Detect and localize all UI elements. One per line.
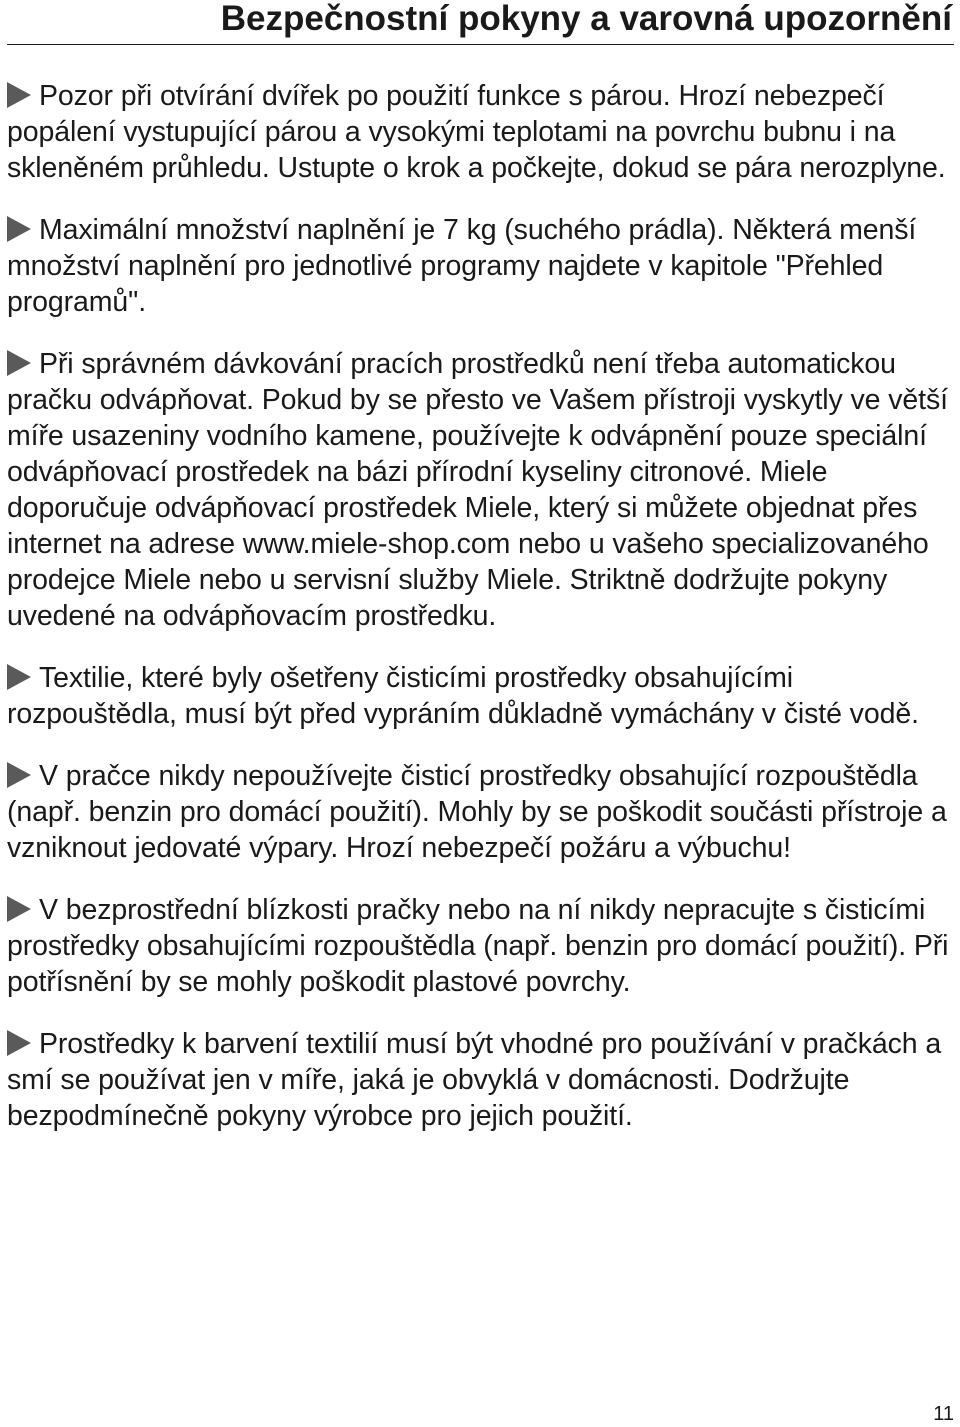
list-item-text: V bezprostřední blízkosti pračky nebo na ní nikdy nepracujte s čisticími prostředky obsahujícími rozpouštědla (např. benzin pro domácí použití). Při potřísnění by se mohly poškodit plastové povrchy. [7, 894, 949, 998]
triangle-right-icon [7, 216, 31, 242]
list-item-text: Pozor při otvírání dvířek po použití funkce s párou. Hrozí nebezpečí popálení vystupující párou a vysokými teplotami na povrchu bubnu i na skleněném průhledu. Ustupte o krok a počkejte, dokud se pára nerozplyne. [7, 80, 946, 184]
list-item-text: V pračce nikdy nepoužívejte čisticí prostředky obsahující rozpouštědla (např. benzin pro domácí použití). Mohly by se poškodit součásti přístroje a vzniknout jedovaté výpary. Hrozí nebezpečí požáru a výbuchu! [7, 760, 947, 864]
list-item-text: Maximální množství naplnění je 7 kg (suchého prádla). Některá menší množství naplnění pro jednotlivé programy najdete v kapitole "Přehled programů". [7, 214, 917, 318]
list-item [7, 346, 953, 634]
triangle-right-icon [7, 350, 31, 376]
list-item-text: Prostředky k barvení textilií musí být vhodné pro používání v pračkách a smí se používat jen v míře, jaká je obvyklá v domácnosti. Dodržujte bezpodmínečně pokyny výrobce pro jejich použití. [7, 1028, 942, 1132]
triangle-right-icon [7, 896, 31, 922]
triangle-right-icon [7, 1030, 31, 1056]
list-item [7, 78, 953, 186]
triangle-right-icon [7, 82, 31, 108]
triangle-right-icon [7, 664, 31, 690]
list-item-text: Textilie, které byly ošetřeny čisticími prostředky obsahujícími rozpouštědla, musí být před vypráním důkladně vymáchány v čisté vodě. [7, 662, 919, 730]
list-item [7, 758, 953, 866]
list-item [7, 660, 953, 732]
list-item-text: Při správném dávkování pracích prostředků není třeba automatickou pračku odvápňovat. Pokud by se přesto ve Vašem přístroji vyskytly ve větší míře usazeniny vodního kamene, používejte k odvápnění pouze speciální odvápňovací prostředek na bázi přírodní kyseliny citronové. Miele doporučuje odvápňovací prostředek Miele, který si můžete objednat přes internet na adrese www.miele-shop.com nebo u vašeho specializovaného prodejce Miele nebo u servisní služby Miele. Striktně dodržujte pokyny uvedené na odvápňovacím prostředku. [7, 348, 948, 632]
page-number: 11 [933, 1403, 954, 1425]
instructions-list [7, 78, 953, 1160]
title-divider [7, 44, 954, 45]
page-title: Bezpečnostní pokyny a varovná upozornění [220, 0, 952, 38]
list-item [7, 892, 953, 1000]
list-item [7, 212, 953, 320]
triangle-right-icon [7, 762, 31, 788]
list-item [7, 1026, 953, 1134]
